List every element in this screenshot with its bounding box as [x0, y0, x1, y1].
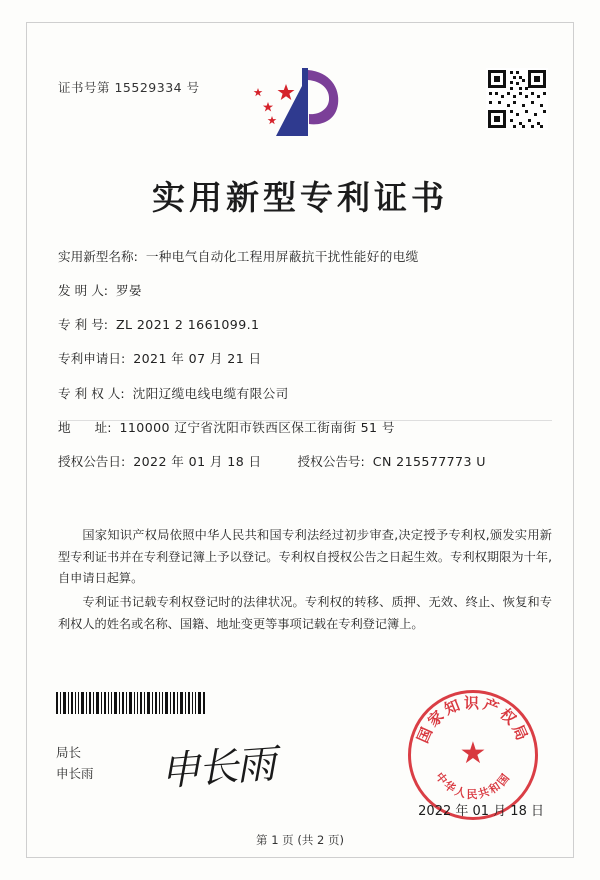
legal-paragraph: 专利证书记载专利权登记时的法律状况。专利权的转移、质押、无效、终止、恢复和专利权人的姓名或名称、国籍、地址变更等事项记载在专利登记簿上。	[58, 595, 552, 631]
field-label: 专 利 权 人:	[58, 385, 125, 401]
grant-date-label: 授权公告日:	[58, 453, 126, 469]
legal-paragraph: 国家知识产权局依照中华人民共和国专利法经过初步审查,决定授予专利权,颁发实用新型专利证书并在专利登记簿上予以登记。专利权自授权公告之日起生效。专利权期限为十年,自申请日起算。	[58, 528, 552, 586]
grant-row	[58, 453, 552, 471]
signer-block	[56, 742, 94, 785]
seal-star-icon: ★	[459, 737, 487, 771]
field-label: 专 利 号:	[58, 317, 109, 333]
page-footer: 第 1 页 (共 2 页)	[256, 833, 344, 847]
field-value: ZL 2021 2 1661099.1	[116, 317, 260, 333]
signer-role: 局长	[56, 745, 82, 760]
svg-text:中华人民共和国: 中华人民共和国	[432, 770, 514, 801]
svg-text:国家知识产权局: 国家知识产权局	[413, 694, 533, 746]
field-value: 一种电气自动化工程用屏蔽抗干扰性能好的电缆	[145, 249, 419, 264]
field-row	[58, 419, 552, 437]
page-title: 实用新型专利证书	[152, 178, 448, 217]
qr-code-icon	[486, 68, 548, 130]
cnipa-logo-icon	[246, 62, 356, 142]
handwritten-signature: 申长雨	[158, 741, 276, 796]
field-label: 专利申请日:	[58, 351, 126, 367]
certificate-number: 证书号第 15529334 号	[58, 80, 200, 95]
barcode	[56, 692, 206, 714]
field-value: 110000 辽宁省沈阳市铁西区保工街南街 51 号	[119, 419, 395, 435]
field-label: 发 明 人:	[58, 283, 109, 299]
field-value: 2021 年 07 月 21 日	[133, 351, 262, 367]
field-row	[58, 316, 552, 334]
grant-date-value: 2022 年 01 月 18 日	[133, 453, 262, 469]
grant-number-label: 授权公告号:	[297, 453, 365, 469]
signer-name: 申长雨	[56, 766, 94, 782]
field-row	[58, 248, 552, 266]
legal-text-block	[58, 525, 552, 638]
field-value: 沈阳辽缆电线电缆有限公司	[132, 385, 289, 401]
fields-block	[58, 248, 552, 487]
field-label: 地 址:	[58, 419, 112, 435]
fields-divider	[58, 420, 552, 421]
seal-date: 2022 年 01 月 18 日	[418, 804, 544, 819]
field-row	[58, 350, 552, 368]
field-row	[58, 385, 552, 403]
field-value: 罗晏	[116, 283, 143, 299]
grant-number-value: CN 215577773 U	[372, 453, 486, 469]
field-row	[58, 282, 552, 300]
field-label: 实用新型名称:	[58, 249, 138, 264]
